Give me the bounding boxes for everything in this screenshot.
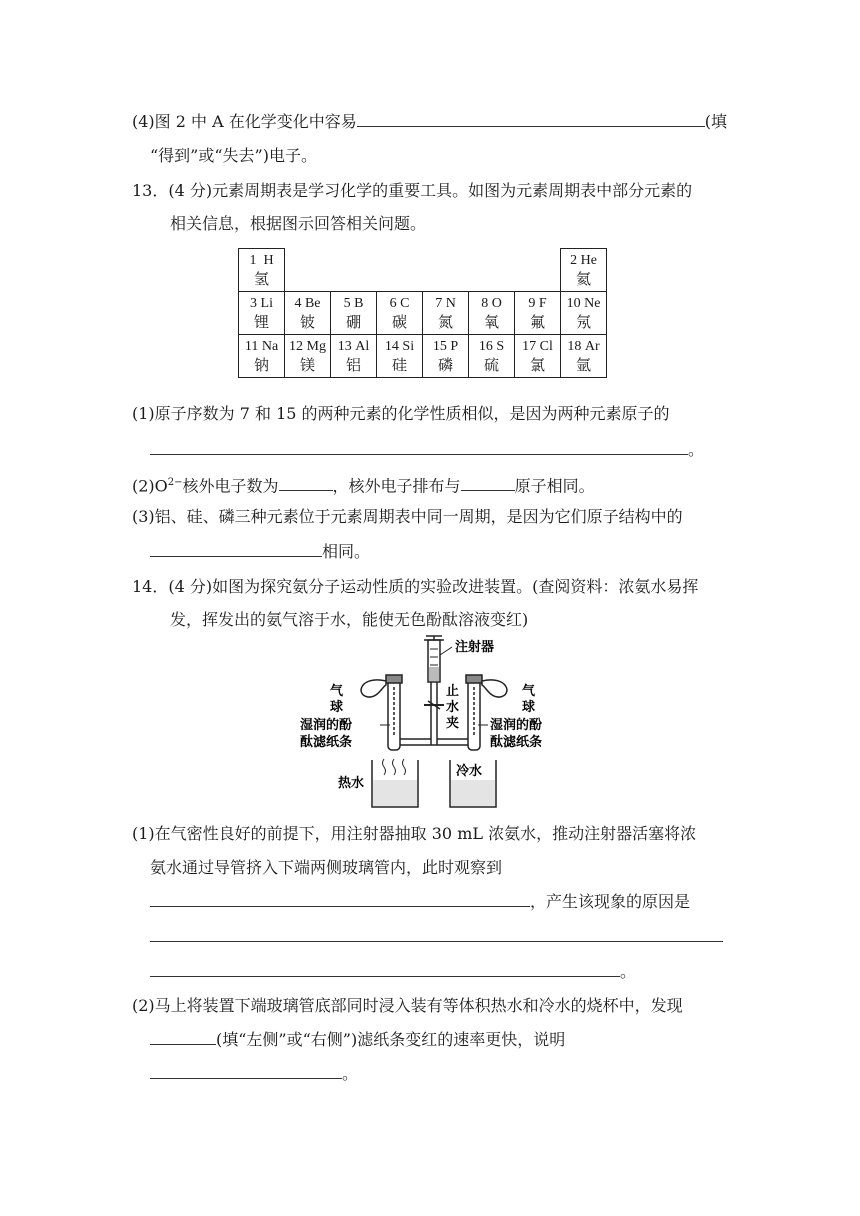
filter-paper-right-label-1: 湿润的酚 [490, 718, 543, 733]
answer-blank[interactable] [461, 474, 515, 491]
q13-part3-answer: 相同。 [150, 540, 370, 563]
answer-blank[interactable] [150, 1062, 342, 1079]
cold-water-label: 冷水 [456, 764, 483, 779]
element-cell: 11 Na 钠 [239, 335, 285, 378]
element-cell: 18 Ar 氩 [561, 335, 607, 378]
answer-blank[interactable] [150, 890, 530, 907]
hot-water-label: 热水 [338, 776, 365, 791]
answer-blank[interactable] [150, 925, 723, 942]
ammonia-apparatus-diagram [300, 635, 560, 815]
element-cell: 1 H 氢 [239, 249, 285, 292]
element-cell: 7 N 氮 [423, 292, 469, 335]
periodic-table [238, 248, 607, 378]
balloon-right-label-1: 气 [522, 684, 536, 699]
answer-blank[interactable] [150, 438, 688, 455]
q14-part2-answer: 。 [150, 1062, 358, 1085]
q14-part1: (1)在气密性良好的前提下，用注射器抽取 30 mL 浓氨水，推动注射器活塞将浓 [132, 824, 697, 843]
filter-paper-left-label-1: 湿润的酚 [300, 718, 353, 733]
filter-paper-left-label-2: 酞滤纸条 [300, 735, 353, 750]
element-cell: 9 F 氟 [515, 292, 561, 335]
element-cell: 2 He 氦 [561, 249, 607, 292]
answer-blank[interactable] [150, 540, 322, 557]
element-cell: 14 Si 硅 [377, 335, 423, 378]
element-cell: 16 S 硫 [469, 335, 515, 378]
element-cell: 4 Be 铍 [285, 292, 331, 335]
balloon-left-label-2: 球 [330, 700, 344, 715]
answer-blank[interactable] [279, 474, 333, 491]
element-cell: 15 P 磷 [423, 335, 469, 378]
q12-part4-line2: “得到”或“失去”)电子。 [150, 146, 317, 165]
element-cell: 12 Mg 镁 [285, 335, 331, 378]
q14-part1-answer-line2 [150, 925, 723, 948]
element-cell: 8 O 氧 [469, 292, 515, 335]
q13-part3: (3)铝、硅、磷三种元素位于元素周期表中同一周期，是因为它们原子结构中的 [132, 507, 683, 526]
clamp-label-2: 水 [446, 700, 460, 715]
q13-part2: $(2)O^{2-}$核外电子数为 ，核外电子排布与 原子相同。 [132, 476, 595, 496]
answer-blank[interactable] [357, 110, 705, 127]
answer-blank[interactable] [150, 960, 620, 977]
element-cell: 10 Ne 氖 [561, 292, 607, 335]
element-cell: 13 Al 铝 [331, 335, 377, 378]
element-cell: 17 Cl 氯 [515, 335, 561, 378]
balloon-right-label-2: 球 [522, 700, 536, 715]
q13-stem-cont: 相关信息，根据图示回答相关问题。 [170, 214, 427, 233]
q13-part1: (1)原子序数为 7 和 15 的两种元素的化学性质相似，是因为两种元素原子的 [132, 404, 670, 423]
filter-paper-right-label-2: 酞滤纸条 [490, 735, 543, 750]
q14-part1-cont: 氨水通过导管挤入下端两侧玻璃管内，此时观察到 [150, 858, 503, 877]
q14-stem: 14．(4 分)如图为探究氨分子运动性质的实验改进装置。(查阅资料：浓氨水易挥 [132, 577, 699, 596]
clamp-label-3: 夹 [446, 716, 460, 731]
q14-part2-cont: (填“左侧”或“右侧”)滤纸条变红的速率更快，说明 [150, 1028, 565, 1051]
clamp-label-1: 止 [446, 684, 460, 699]
element-cell: 5 B 硼 [331, 292, 377, 335]
balloon-left-label-1: 气 [330, 684, 344, 699]
element-cell: 3 Li 锂 [239, 292, 285, 335]
q13-stem: 13．(4 分)元素周期表是学习化学的重要工具。如图为元素周期表中部分元素的 [132, 181, 693, 200]
q14-part2: (2)马上将装置下端玻璃管底部同时浸入装有等体积热水和冷水的烧杯中，发现 [132, 996, 683, 1015]
q12-part4-line1: (4)图 2 中 A 在化学变化中容易 (填 [132, 112, 727, 131]
element-cell: 6 C 碳 [377, 292, 423, 335]
syringe-label: 注射器 [455, 640, 495, 655]
answer-blank[interactable] [150, 1028, 216, 1045]
q14-part1-answer: ，产生该现象的原因是 [150, 890, 690, 913]
q14-stem-cont: 发，挥发出的氨气溶于水，能使无色酚酞溶液变红) [170, 610, 529, 629]
q13-part1-answer: 。 [150, 438, 704, 461]
q14-part1-answer-line3: 。 [150, 960, 636, 983]
